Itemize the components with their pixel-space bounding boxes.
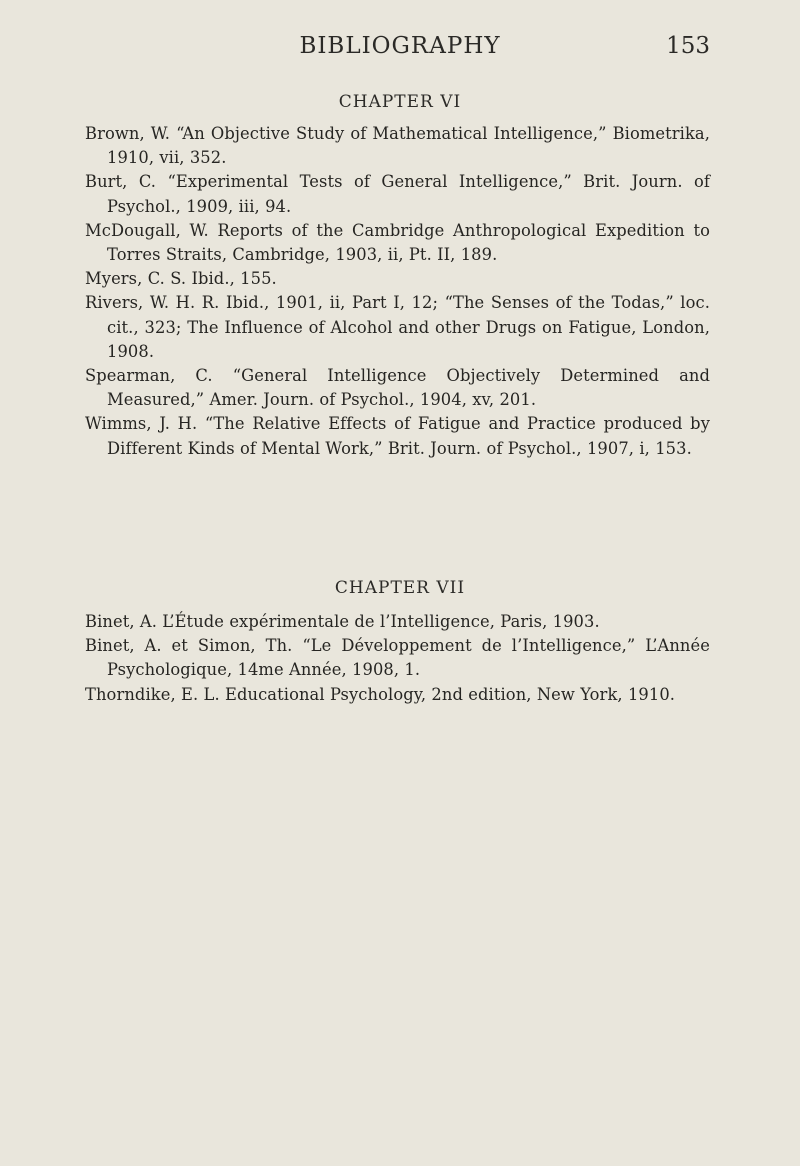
bibliography-entry: Burt, C. “Experimental Tests of General Intelligence,” Brit. Journ. of Psychol., 1909, iii, 94.: [85, 172, 710, 216]
bibliography-list: [85, 122, 710, 461]
bibliography-entry: Brown, W. “An Objective Study of Mathematical Intelligence,” Biometrika, 1910, vii, 352.: [85, 124, 710, 168]
chapter-heading: CHAPTER VI: [338, 92, 462, 112]
bibliography-entry: Thorndike, E. L. Educational Psychology, 2nd edition, New York, 1910.: [85, 684, 676, 704]
page-number: 153: [666, 33, 710, 59]
bibliography-entry: Binet, A. et Simon, Th. “Le Développement de l’Intelligence,” L’Année Psychologique, 14me Année, 1908, 1.: [85, 636, 710, 680]
bibliography-entry: Binet, A. L’Étude expérimentale de l’Intelligence, Paris, 1903.: [85, 612, 600, 631]
bibliography-entry: Spearman, C. “General Intelligence Objectively Determined and Measured,” Amer. Journ. of Psychol., 1904, xv, 201.: [85, 366, 710, 410]
running-head: [0, 33, 800, 67]
bibliography-entry: Myers, C. S. Ibid., 155.: [85, 269, 277, 289]
bibliography-entry: Rivers, W. H. R. Ibid., 1901, ii, Part I, 12; “The Senses of the Todas,” loc. cit., 323; The Influence of Alcohol and other Drugs on Fatigue, London, 1908.: [85, 293, 710, 361]
chapter-heading: CHAPTER VII: [334, 578, 466, 598]
bibliography-list: [85, 610, 710, 707]
bibliography-entry: Wimms, J. H. “The Relative Effects of Fatigue and Practice produced by Different Kinds of Mental Work,” Brit. Journ. of Psychol., 1907, i, 153.: [85, 414, 710, 458]
bibliography-entry: McDougall, W. Reports of the Cambridge Anthropological Expedition to Torres Straits, Cambridge, 1903, ii, Pt. II, 189.: [85, 220, 710, 265]
running-title: BIBLIOGRAPHY: [299, 33, 501, 59]
